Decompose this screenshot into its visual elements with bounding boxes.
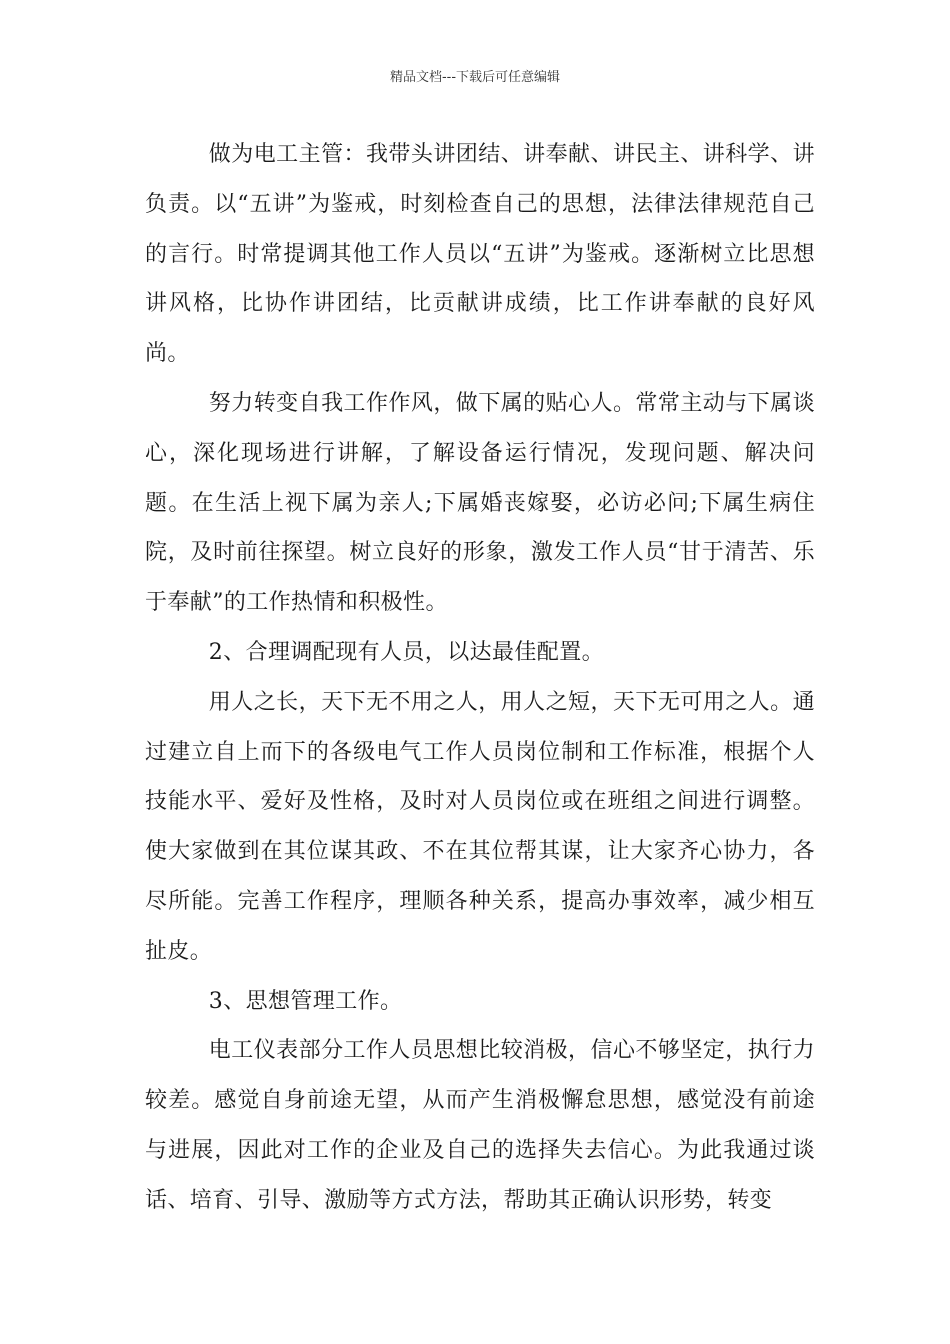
paragraph-work-style: 努力转变自我工作作风，做下属的贴心人。常常主动与下属谈心，深化现场进行讲解，了解设备运行情况，发现问题、解决问题。在生活上视下属为亲人;下属婚丧嫁娶，必访必问;下属生病住院，及时前往探望。树立良好的形象，激发工作人员“甘于清苦、乐于奉献”的工作热情和积极性。 <box>145 390 815 616</box>
paragraph-staff-allocation: 用人之长，天下无不用之人，用人之短，天下无可用之人。通过建立自上而下的各级电气工作人员岗位制和工作标准，根据个人技能水平、爱好及性格，及时对人员岗位或在班组之间进行调整。使大家做到在其位谋其政、不在其位帮其谋，让大家齐心协力，各尽所能。完善工作程序，理顺各种关系，提高办事效率，减少相互扯皮。 <box>145 689 815 964</box>
section-heading-staff-allocation: 2、合理调配现有人员，以达最佳配置。 <box>208 639 604 665</box>
document-body <box>145 130 815 1226</box>
paragraph-supervisor-role: 做为电工主管：我带头讲团结、讲奉献、讲民主、讲科学、讲负责。以“五讲”为鉴戒，时刻检查自己的思想，法律法律规范自己的言行。时常提调其他工作人员以“五讲”为鉴戒。逐渐树立比思想讲风格，比协作讲团结，比贡献讲成绩，比工作讲奉献的良好风尚。 <box>145 142 815 367</box>
page-header: 精品文档---下载后可任意编辑 <box>389 70 561 85</box>
paragraph-thought-management: 电工仪表部分工作人员思想比较消极，信心不够坚定，执行力较差。感觉自身前途无望，从而产生消极懈怠思想，感觉没有前途与进展，因此对工作的企业及自己的选择失去信心。为此我通过谈话、培育、引导、激励等方式方法，帮助其正确认识形势，转变 <box>145 1038 815 1213</box>
section-heading-thought-management: 3、思想管理工作。 <box>208 988 403 1014</box>
